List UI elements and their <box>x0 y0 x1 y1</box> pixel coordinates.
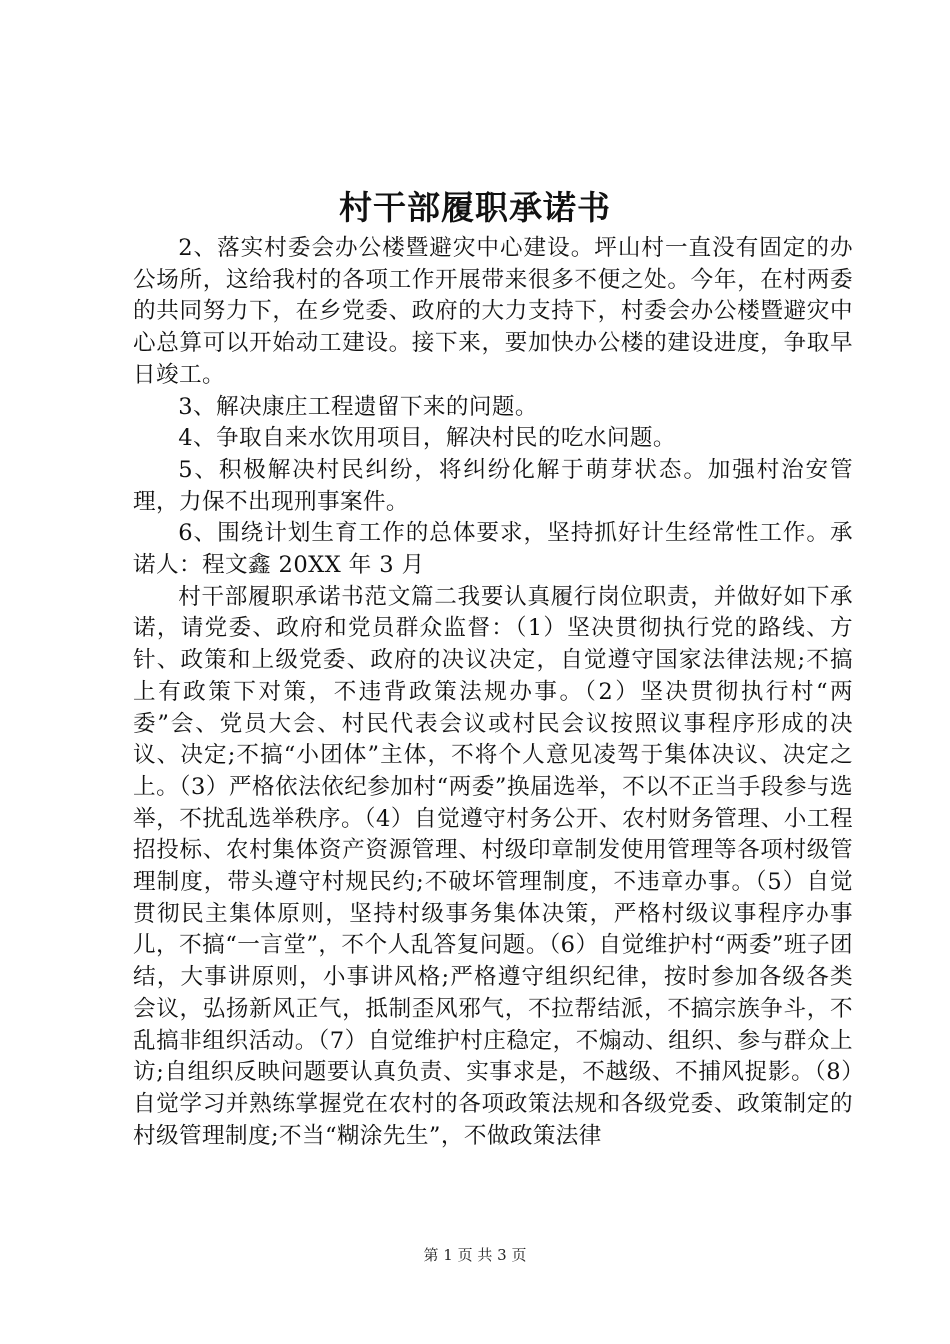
paragraph-item-2: 2、落实村委会办公楼暨避灾中心建设。坪山村一直没有固定的办公场所，这给我村的各项工作开展带来很多不便之处。今年，在村两委的共同努力下，在乡党委、政府的大力支持下，村委会办公楼暨避灾中心总算可以开始动工建设。接下来，要加快办公楼的建设进度，争取早日竣工。 <box>133 235 853 388</box>
page-footer: 第 1 页 共 3 页 <box>423 1246 527 1264</box>
paragraph-item-6: 6、围绕计划生育工作的总体要求，坚持抓好计生经常性工作。承诺人：程文鑫 20XX 年 3 月 <box>133 520 853 579</box>
paragraph-item-5: 5、积极解决村民纠纷，将纠纷化解于萌芽状态。加强村治安管理，力保不出现刑事案件。 <box>133 456 853 515</box>
document-body <box>133 233 853 1152</box>
document-title: 村干部履职承诺书 <box>339 188 611 227</box>
paragraph-sample-two: 村干部履职承诺书范文篇二我要认真履行岗位职责，并做好如下承诺，请党委、政府和党员群众监督：（1）坚决贯彻执行党的路线、方针、政策和上级党委、政府的决议决定，自觉遵守国家法律法规;不搞上有政策下对策，不违背政策法规办事。（2）坚决贯彻执行村“两委”会、党员大会、村民代表会议或村民会议按照议事程序形成的决议、决定;不搞“小团体”主体，不将个人意见凌驾于集体决议、决定之上。（3）严格依法依纪参加村“两委”换届选举，不以不正当手段参与选举，不扰乱选举秩序。（4）自觉遵守村务公开、农村财务管理、小工程招投标、农村集体资产资源管理、村级印章制发使用管理等各项村级管理制度，带头遵守村规民约;不破坏管理制度，不违章办事。（5）自觉贯彻民主集体原则，坚持村级事务集体决策，严格村级议事程序办事儿，不搞“一言堂”，不个人乱答复问题。（6）自觉维护村“两委”班子团结，大事讲原则，小事讲风格;严格遵守组织纪律，按时参加各级各类会议，弘扬新风正气，抵制歪风邪气，不拉帮结派，不搞宗族争斗，不乱搞非组织活动。（7）自觉维护村庄稳定，不煽动、组织、参与群众上访;自组织反映问题要认真负责、实事求是，不越级、不捕风捉影。（8）自觉学习并熟练掌握党在农村的各项政策法规和各级党委、政策制定的村级管理制度;不当“糊涂先生”，不做政策法律 <box>133 583 853 1149</box>
paragraph-item-4: 4、争取自来水饮用项目，解决村民的吃水问题。 <box>178 425 676 452</box>
paragraph-item-3: 3、解决康庄工程遗留下来的问题。 <box>178 393 538 420</box>
